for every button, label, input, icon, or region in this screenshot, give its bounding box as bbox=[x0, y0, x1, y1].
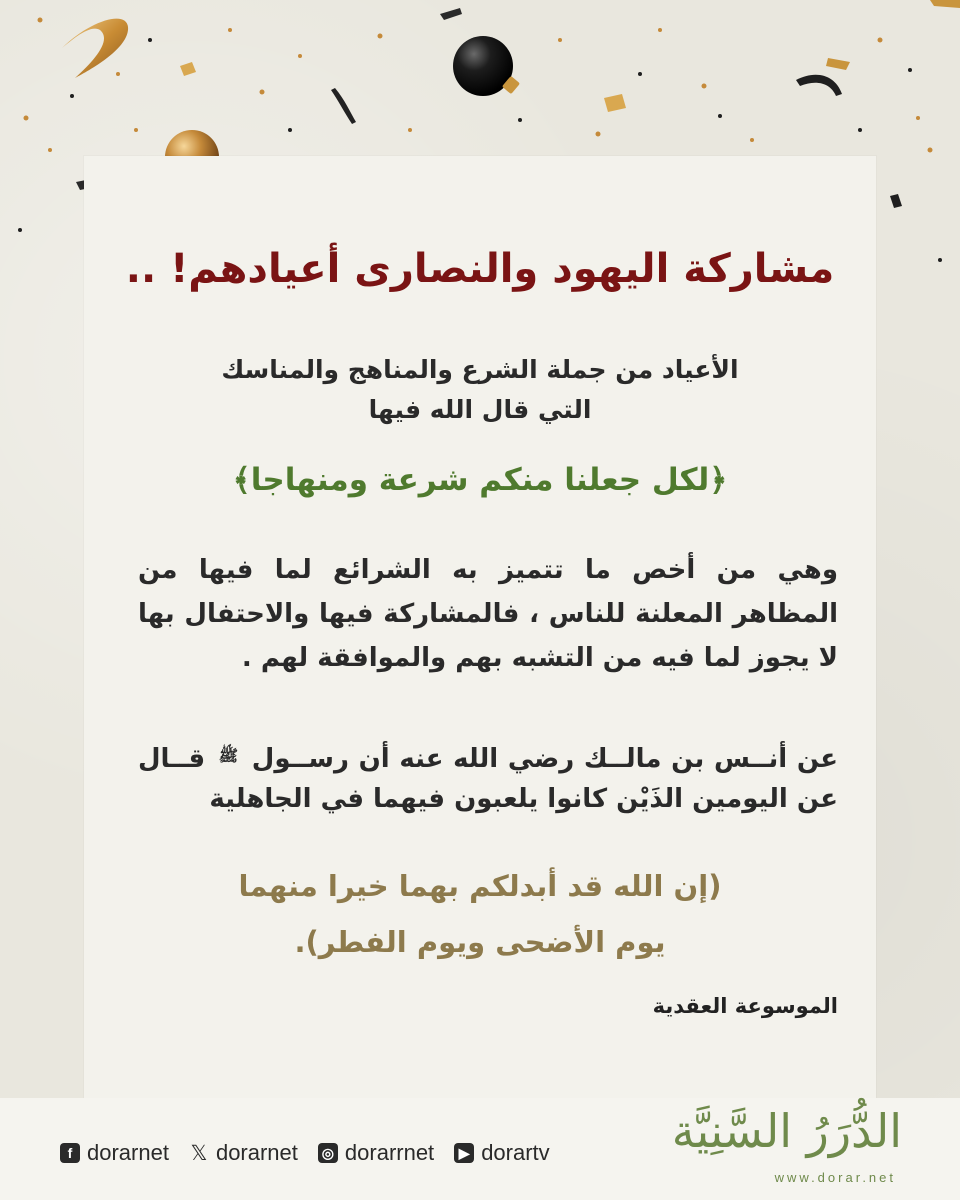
youtube-link[interactable] bbox=[454, 1140, 549, 1166]
quote-line-2: يوم الأضحى ويوم الفطر). bbox=[294, 925, 666, 959]
social-links bbox=[60, 1138, 550, 1168]
quote-line-1: (إن الله قد أبدلكم بهما خيرا منهما bbox=[238, 869, 722, 903]
x-link[interactable] bbox=[189, 1140, 298, 1166]
x-handle: dorarnet bbox=[215, 1140, 298, 1165]
honorific-glyph: ﷺ bbox=[218, 746, 239, 765]
facebook-link[interactable] bbox=[60, 1140, 169, 1166]
post-title: مشاركة اليهود والنصارى أعيادهم! .. bbox=[125, 246, 835, 292]
dorar-logo[interactable]: الدُّرَرُ السَّنِيَّة bbox=[671, 1104, 902, 1158]
logo-url: www.dorar.net bbox=[774, 1170, 896, 1185]
hadith-intro-before: عن أنــس بن مالــك رضي الله عنه أن رســول bbox=[251, 744, 838, 774]
intro-line-1: الأعياد من جملة الشرع والمناهج والمناسك bbox=[221, 355, 739, 384]
instagram-icon: ◎ bbox=[318, 1143, 338, 1163]
facebook-icon: f bbox=[60, 1143, 80, 1163]
gold-ribbon bbox=[62, 19, 128, 78]
source-reference: الموسوعة العقدية bbox=[652, 994, 838, 1018]
instagram-handle: dorarrnet bbox=[344, 1140, 435, 1165]
intro-text bbox=[84, 350, 876, 430]
instagram-link[interactable] bbox=[318, 1140, 434, 1166]
youtube-handle: dorartv bbox=[481, 1140, 550, 1165]
x-icon: 𝕏 bbox=[190, 1141, 208, 1165]
hadith-intro-after: قــال عن اليومين الذَيْن كانوا يلعبون فيهما في الجاهلية bbox=[138, 744, 838, 814]
youtube-icon: ▶ bbox=[454, 1143, 474, 1163]
hadith-quote bbox=[84, 858, 876, 970]
quran-verse: ﴿لكل جعلنا منكم شرعة ومنهاجا﴾ bbox=[232, 462, 728, 498]
hadith-intro bbox=[138, 736, 838, 819]
facebook-handle: dorarnet bbox=[87, 1140, 169, 1165]
body-paragraph: وهي من أخص ما تتميز به الشرائع لما فيها من المظاهر المعلنة للناس ، فالمشاركة فيها والاحتفال بها لا يجوز لما فيه من التشبه بهم والموافقة لهم . bbox=[138, 555, 838, 673]
intro-line-2: التي قال الله فيها bbox=[368, 395, 592, 424]
